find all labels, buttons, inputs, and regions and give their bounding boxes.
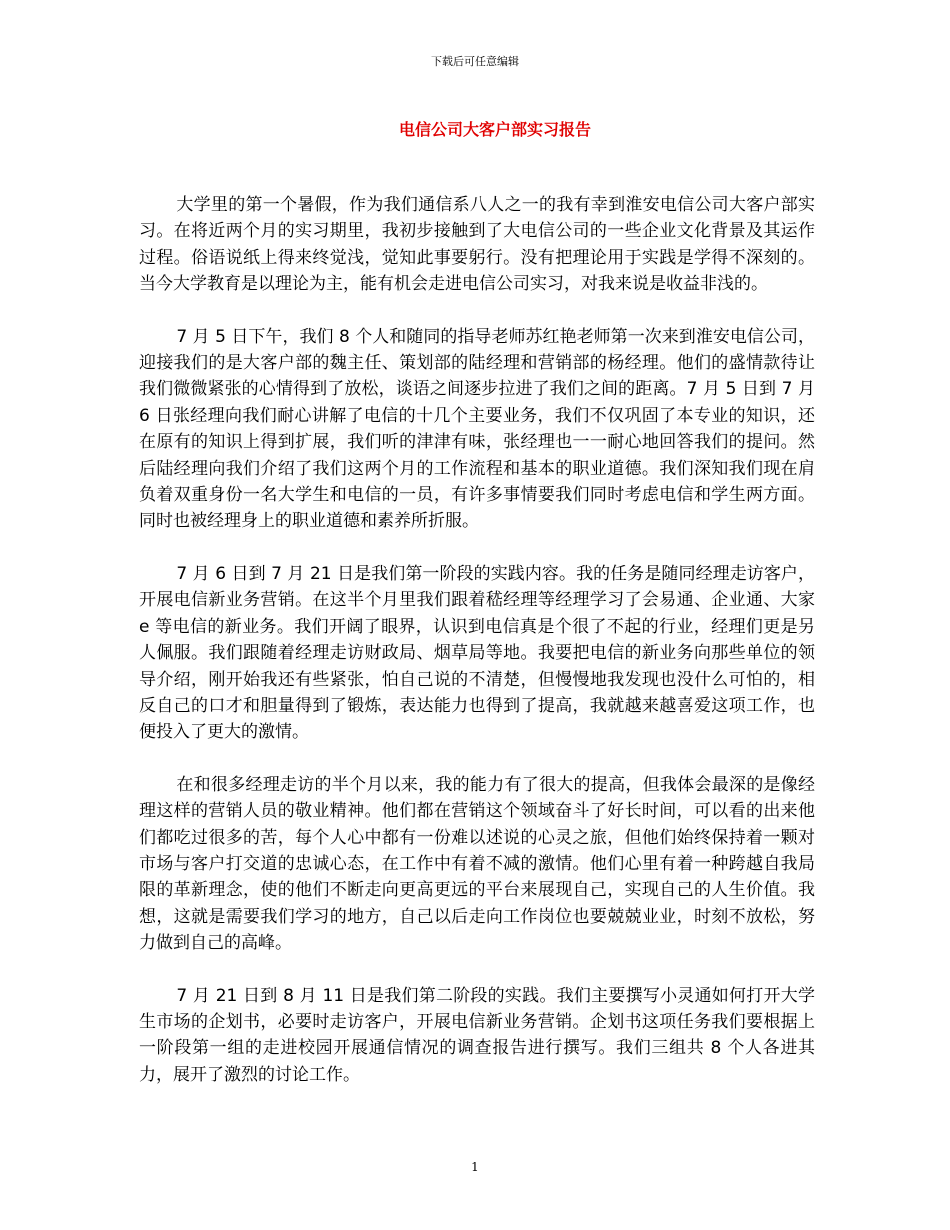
document-title: 电信公司大客户部实习报告 — [398, 120, 591, 139]
document-body — [139, 192, 815, 1114]
paragraph-3: 7 月 6 日到 7 月 21 日是我们第一阶段的实践内容。我的任务是随同经理走访客户，开展电信新业务营销。在这半个月里我们跟着嵇经理等经理学习了会易通、企业通、大家 e 等电信的新业务。我们开阔了眼界，认识到电信真是个很了不起的行业，经理们更是另人佩服。我们跟随着经理走访财政局、烟草局等地。我要把电信的新业务向那些单位的领导介绍，刚开始我还有些紧张，怕自己说的不清楚，但慢慢地我发现也没什么可怕的，相反自己的口才和胆量得到了锻炼，表达能力也得到了提高，我就越来越喜爱这项工作，也便投入了更大的激情。 — [139, 563, 815, 743]
page-number: 1 — [471, 1160, 479, 1174]
paragraph-4: 在和很多经理走访的半个月以来，我的能力有了很大的提高，但我体会最深的是像经理这样的营销人员的敬业精神。他们都在营销这个领域奋斗了好长时间，可以看的出来他们都吃过很多的苦，每个人心中都有一份难以述说的心灵之旅，但他们始终保持着一颗对市场与客户打交道的忠诚心态，在工作中有着不减的激情。他们心里有着一种跨越自我局限的革新理念，使的他们不断走向更高更远的平台来展现自己，实现自己的人生价值。我想，这就是需要我们学习的地方，自己以后走向工作岗位也要兢兢业业，时刻不放松，努力做到自己的高峰。 — [139, 774, 815, 954]
paragraph-2: 7 月 5 日下午，我们 8 个人和随同的指导老师苏红艳老师第一次来到淮安电信公司，迎接我们的是大客户部的魏主任、策划部的陆经理和营销部的杨经理。他们的盛情款待让我们微微紧张的心情得到了放松，谈语之间逐步拉进了我们之间的距离。7 月 5 日到 7 月 6 日张经理向我们耐心讲解了电信的十几个主要业务，我们不仅巩固了本专业的知识，还在原有的知识上得到扩展，我们听的津津有味，张经理也一一耐心地回答我们的提问。然后陆经理向我们介绍了我们这两个月的工作流程和基本的职业道德。我们深知我们现在肩负着双重身份一名大学生和电信的一员，有许多事情要我们同时考虑电信和学生两方面。同时也被经理身上的职业道德和素养所折服。 — [139, 326, 815, 532]
paragraph-1: 大学里的第一个暑假，作为我们通信系八人之一的我有幸到淮安电信公司大客户部实习。在将近两个月的实习期里，我初步接触到了大电信公司的一些企业文化背景及其运作过程。俗语说纸上得来终觉浅，觉知此事要躬行。没有把理论用于实践是学得不深刻的。当今大学教育是以理论为主，能有机会走进电信公司实习，对我来说是收益非浅的。 — [139, 195, 815, 295]
paragraph-5: 7 月 21 日到 8 月 11 日是我们第二阶段的实践。我们主要撰写小灵通如何打开大学生市场的企划书，必要时走访客户，开展电信新业务营销。企划书这项任务我们要根据上一阶段第一组的走进校园开展通信情况的调查报告进行撰写。我们三组共 8 个人各进其力，展开了激烈的讨论工作。 — [139, 985, 815, 1085]
header-note: 下载后可任意编辑 — [431, 55, 519, 68]
